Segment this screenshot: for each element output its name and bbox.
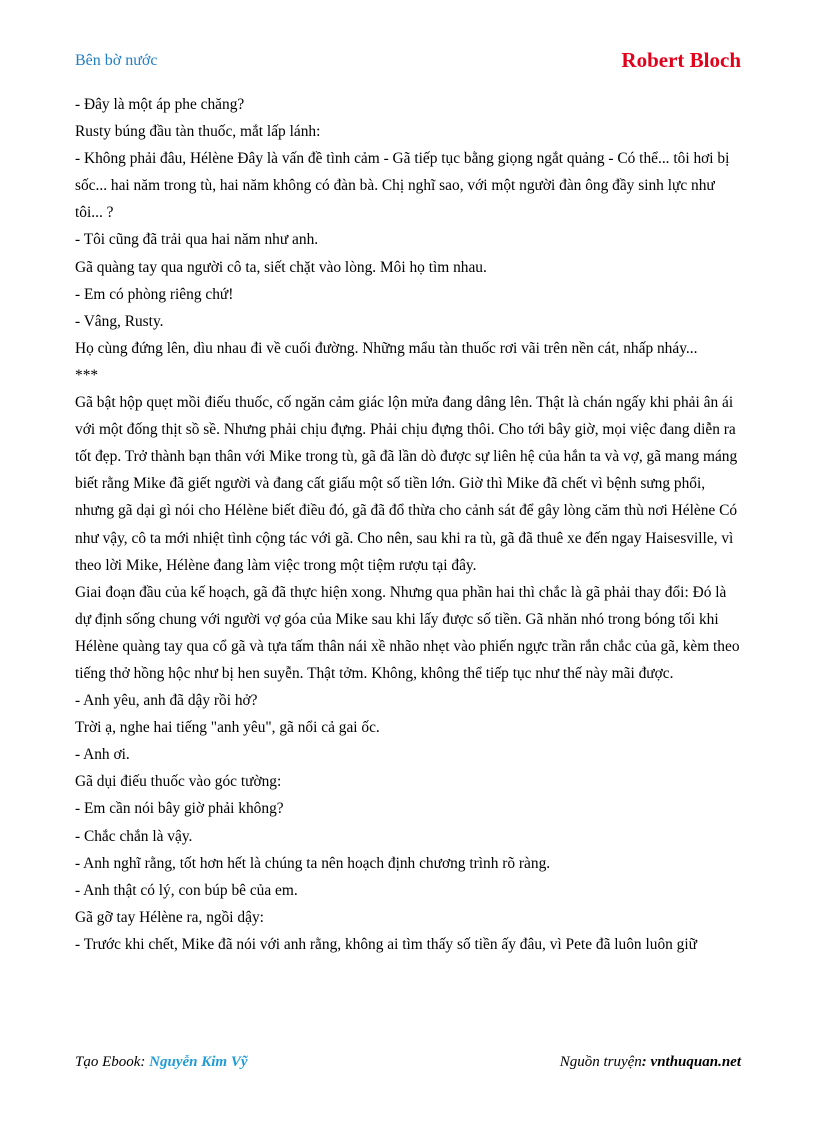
author-name: Robert Bloch: [621, 48, 741, 72]
ebook-credit-separator: :: [140, 1054, 150, 1070]
source-site: vnthuquan.net: [650, 1054, 741, 1070]
paragraph: Gã dụi điếu thuốc vào góc tường:: [75, 773, 282, 791]
ebook-credit: [75, 1054, 248, 1071]
paragraph: Gã bật hộp quẹt mồi điếu thuốc, cố ngăn cảm giác lộn mửa đang dâng lên. Thật là chán ngấy khi phải ân ái với một đống thịt sồ sề. Nhưng phải chịu đựng. Phải chịu đựng thôi. Cho tới bây giờ, mọi việc đang diễn ra tốt đẹp. Trở thành bạn thân với Mike trong tù, gã đã lần dò được sự liên hệ của hắn ta và vợ, gã mang máng biết rằng Mike đã giết người và đang cất giấu một số tiền lớn. Giờ thì Mike đã chết vì bệnh sưng phổi, nhưng gã dại gì nói cho Hélène biết điều đó, gã đã đổ thừa cho cảnh sát để gây lòng căm thù nơi Hélène Có như vậy, cô ta mới nhiệt tình cộng tác với gã. Cho nên, sau khi ra tù, gã đã thuê xe đến ngay Haisesville, vì theo lời Mike, Hélène đang làm việc trong một tiệm rượu tại đây.: [75, 394, 738, 574]
paragraph: - Tôi cũng đã trải qua hai năm như anh.: [75, 231, 319, 249]
paragraph: Giai đoạn đầu của kế hoạch, gã đã thực hiện xong. Nhưng qua phần hai thì chắc là gã phải thay đổi: Đó là dự định sống chung với người vợ góa của Mike sau khi lấy được số tiền. Gã nhăn nhó trong bóng tối khi Hélène quàng tay qua cổ gã và tựa tấm thân nái xề nhão nhẹt vào phiến ngực trần rắn chắc của gã, kèm theo tiếng thở hồng hộc như bị hen suyễn. Thật tởm. Không, không thể tiếp tục như thế này mãi được.: [75, 583, 740, 682]
paragraph: - Chắc chắn là vậy.: [75, 827, 193, 845]
book-title: Bên bờ nước: [75, 52, 158, 69]
paragraph: - Em có phòng riêng chứ!: [75, 285, 234, 303]
source-credit-separator: :: [641, 1054, 651, 1070]
paragraph: Rusty búng đầu tàn thuốc, mắt lấp lánh:: [75, 123, 321, 141]
ebook-creator-name: Nguyễn Kim Vỹ: [149, 1054, 248, 1070]
paragraph: - Anh yêu, anh đã dậy rồi hở?: [75, 692, 258, 710]
paragraph: - Em cần nói bây giờ phải không?: [75, 800, 284, 818]
source-credit: [560, 1054, 741, 1071]
paragraph: Họ cùng đứng lên, dìu nhau đi về cuối đường. Những mẩu tàn thuốc rơi vãi trên nền cát, nhấp nháy...: [75, 339, 698, 357]
paragraph: - Anh ơi.: [75, 746, 130, 764]
paragraph: - Vâng, Rusty.: [75, 312, 164, 330]
paragraph: - Đây là một áp phe chăng?: [75, 96, 245, 113]
paragraph: Trời ạ, nghe hai tiếng "anh yêu", gã nổi cả gai ốc.: [75, 719, 380, 737]
source-credit-label: Nguồn truyện: [559, 1054, 642, 1070]
ebook-credit-label: Tạo Ebook: [75, 1054, 141, 1070]
paragraph: - Anh nghĩ rằng, tốt hơn hết là chúng ta nên hoạch định chương trình rõ ràng.: [75, 854, 551, 872]
scene-break: ***: [75, 366, 99, 384]
paragraph: - Không phải đâu, Hélène Đây là vấn đề tình cảm - Gã tiếp tục bằng giọng ngắt quảng - Có thể... tôi hơi bị sốc... hai năm trong tù, hai năm không có đàn bà. Chị nghĩ sao, với một người đàn ông đầy sinh lực như tôi... ?: [75, 150, 730, 222]
paragraph: Gã quàng tay qua người cô ta, siết chặt vào lòng. Môi họ tìm nhau.: [75, 258, 487, 276]
paragraph: - Trước khi chết, Mike đã nói với anh rằng, không ai tìm thấy số tiền ấy đâu, vì Pete đã luôn luôn giữ: [75, 935, 697, 953]
story-body: [75, 91, 743, 958]
paragraph: - Anh thật có lý, con búp bê của em.: [75, 881, 298, 899]
paragraph: Gã gỡ tay Hélène ra, ngồi dậy:: [75, 908, 264, 926]
